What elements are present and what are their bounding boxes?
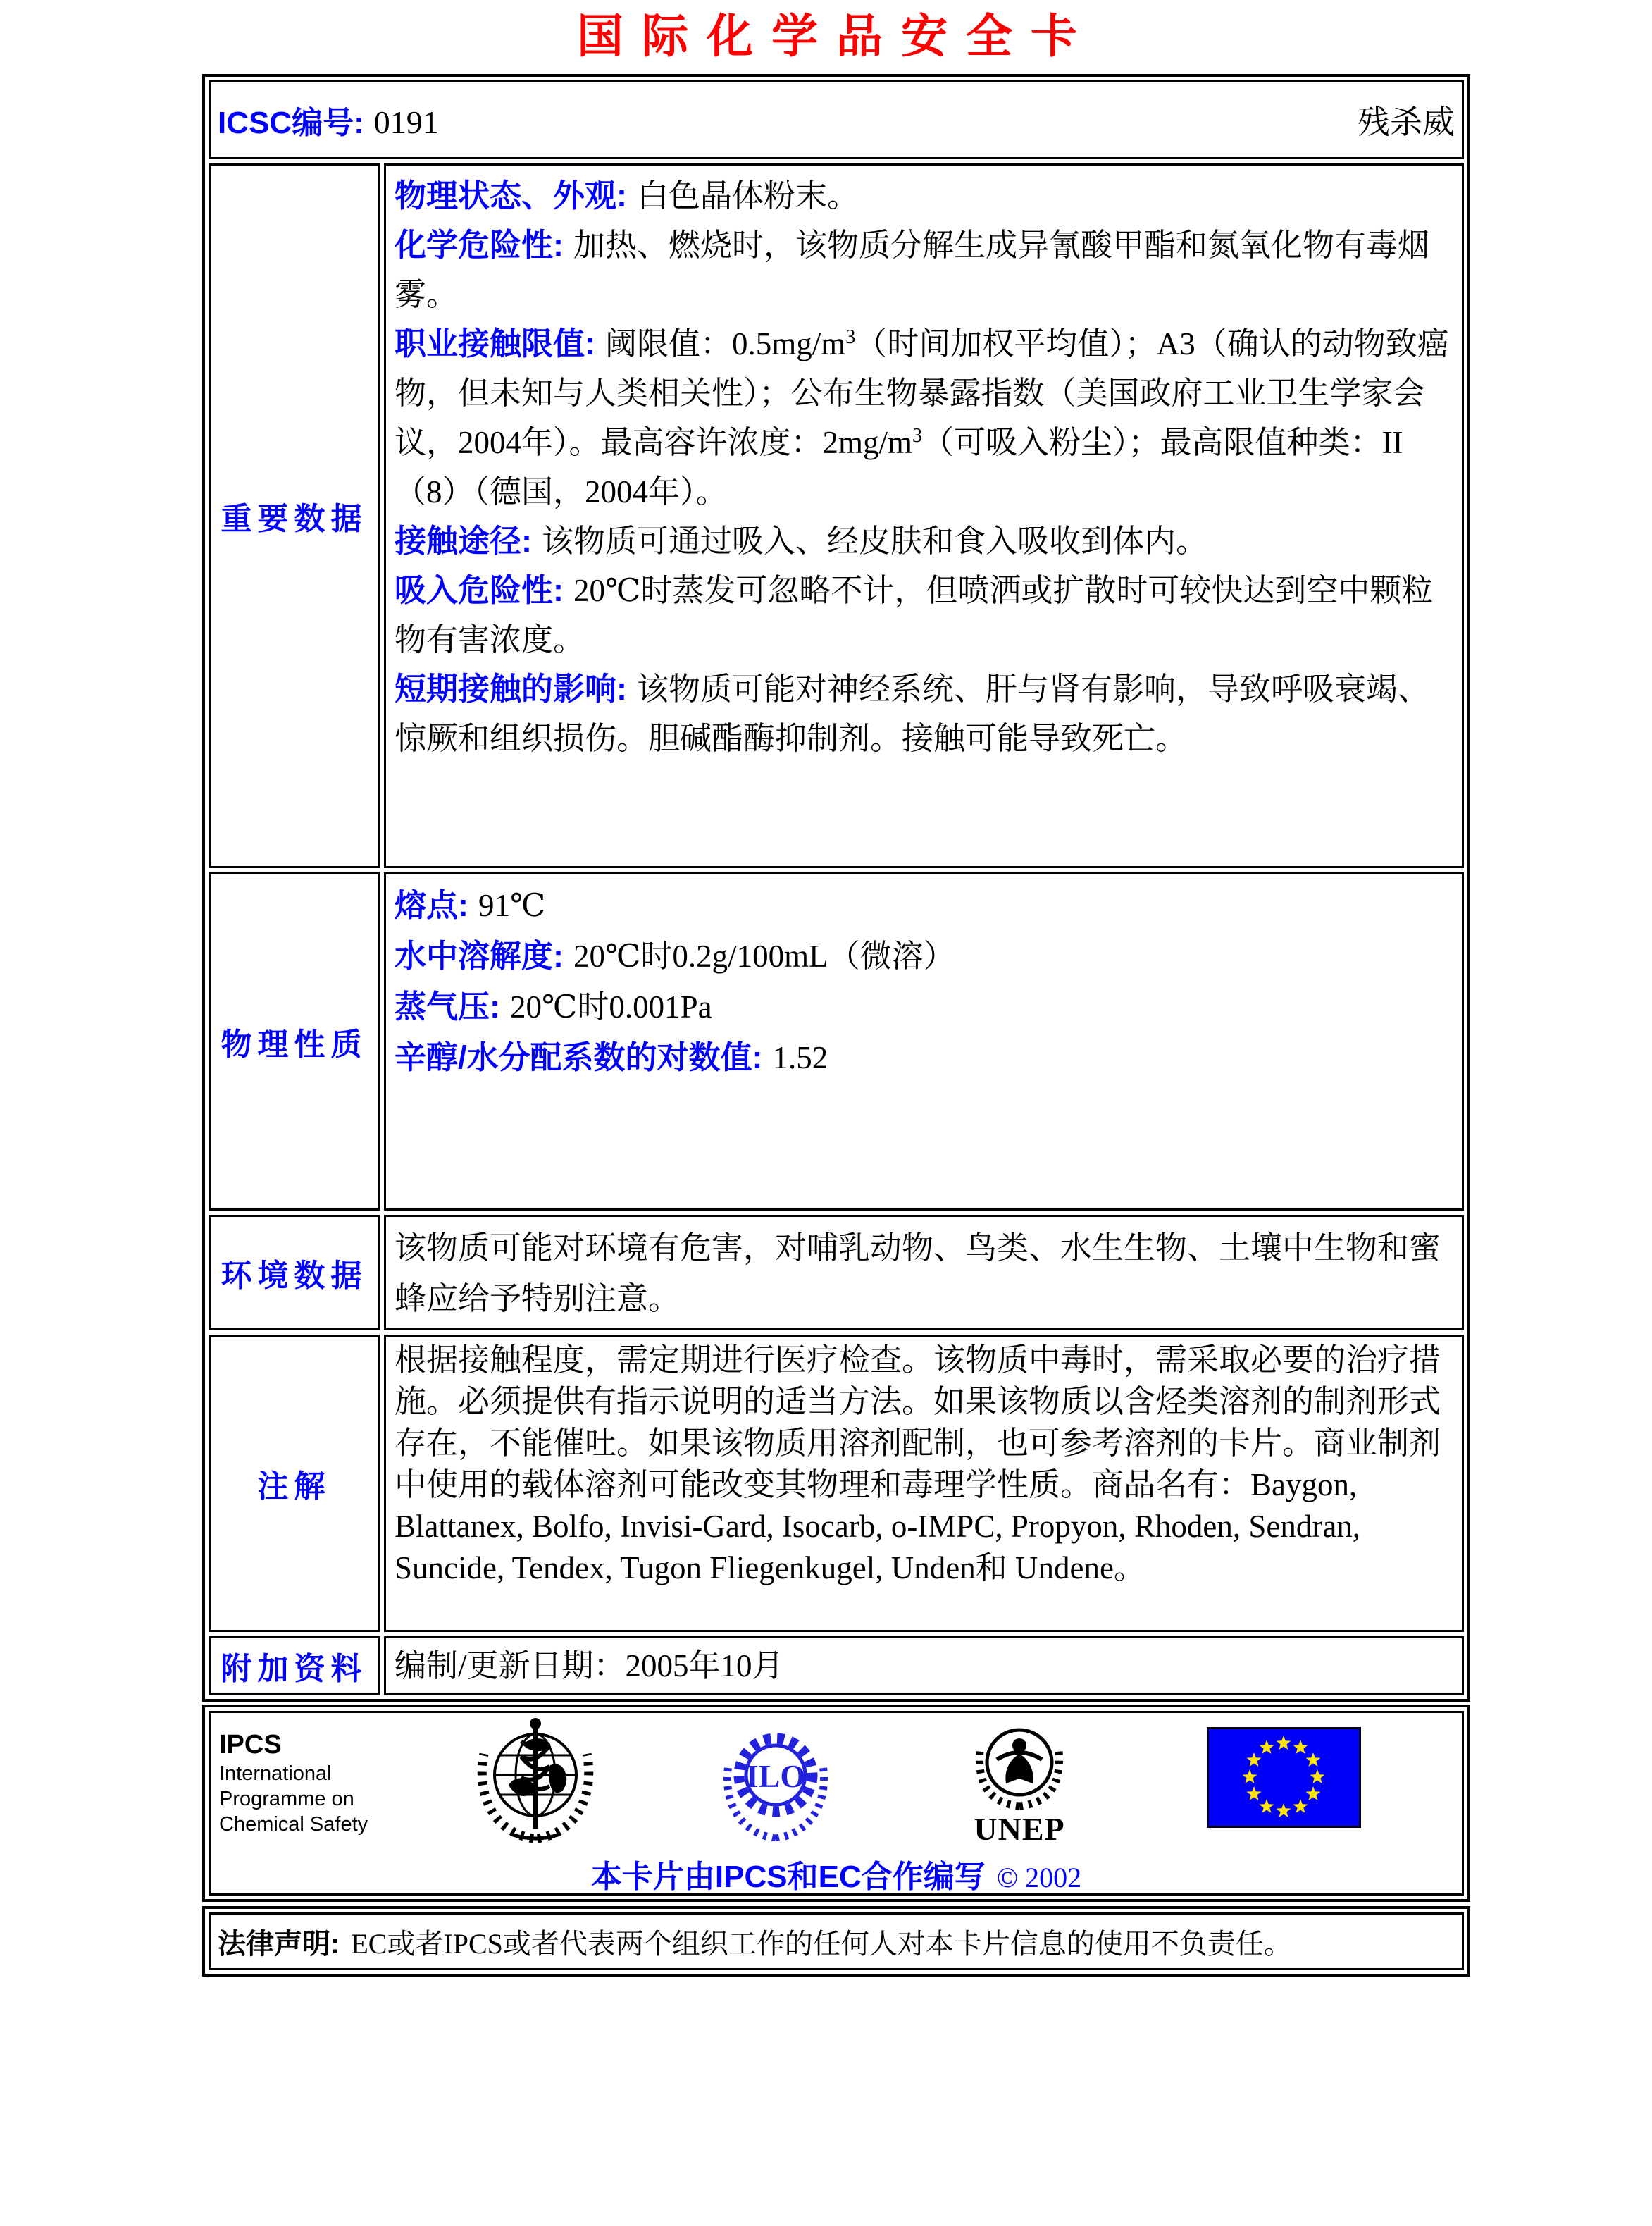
section-label-text: 重要数据	[221, 502, 368, 536]
field-text: 该物质可通过吸入、经皮肤和食入吸收到体内。	[542, 524, 1208, 559]
paragraph	[395, 171, 1453, 221]
paragraph	[395, 931, 1453, 982]
copyright-text: 本卡片由IPCS和EC合作编写	[590, 1860, 986, 1894]
paragraph	[395, 880, 1453, 931]
legal-notice-cell	[209, 1912, 1464, 1970]
field-text: 该物质可能对神经系统、肝与肾有影响，导致呼吸衰竭、惊厥和组织损伤。胆碱酯酶抑制剂。接触可能导致死亡。	[395, 672, 1430, 756]
section-label-environmental-data	[209, 1215, 380, 1330]
icsc-number-value: 0191	[373, 104, 439, 140]
legal-notice-table	[202, 1906, 1470, 1977]
paragraph	[395, 1643, 784, 1688]
ipcs-subtitle-line: International	[219, 1762, 332, 1785]
field-text: 20℃时0.001Pa	[510, 989, 712, 1025]
chemical-name: 残杀威	[1358, 104, 1455, 140]
section-content-environmental-data	[384, 1215, 1464, 1330]
field-text: 加热、燃烧时，该物质分解生成异氰酸甲酯和氮氧化物有毒烟雾。	[395, 228, 1430, 312]
section-content-notes	[384, 1335, 1464, 1632]
section-label-important-data	[209, 163, 380, 868]
section-label-text: 物理性质	[221, 1027, 368, 1062]
legal-notice-label: 法律声明:	[218, 1928, 340, 1960]
field-text: 1.52	[772, 1040, 828, 1075]
field-text: 20℃时0.2g/100mL（微溶）	[573, 939, 955, 974]
paragraph	[395, 1340, 1453, 1589]
ipcs-title: IPCS	[219, 1730, 282, 1760]
paragraph	[395, 221, 1453, 319]
paragraph	[395, 982, 1453, 1032]
paragraph	[395, 1032, 1453, 1083]
field-label: 接触途径:	[395, 523, 532, 559]
field-label: 吸入危险性:	[395, 572, 564, 608]
copyright-year: © 2002	[996, 1862, 1082, 1893]
page-title: 国际化学品安全卡	[577, 11, 1095, 63]
ilo-logo-text: ILO	[745, 1758, 806, 1794]
field-label: 职业接触限值:	[395, 326, 595, 361]
paragraph	[395, 517, 1453, 566]
paragraph	[395, 664, 1453, 763]
eu-flag	[1207, 1727, 1361, 1828]
icsc-number-group	[218, 97, 439, 142]
organizations-footer	[202, 1705, 1470, 1902]
section-label-text: 附加资料	[221, 1652, 368, 1686]
ipcs-subtitle-line: Programme on	[219, 1788, 354, 1810]
field-label: 辛醇/水分配系数的对数值:	[395, 1039, 763, 1075]
section-content-physical-properties	[384, 872, 1464, 1211]
field-label: 物理状态、外观:	[395, 178, 627, 214]
who-logo	[470, 1713, 601, 1844]
field-label: 蒸气压:	[395, 989, 500, 1025]
ilo-logo	[712, 1721, 840, 1841]
field-label: 水中溶解度:	[395, 938, 564, 974]
ipcs-subtitle-line: Chemical Safety	[219, 1813, 368, 1836]
field-text: 91℃	[478, 888, 546, 923]
section-content-additional-information	[384, 1636, 1464, 1695]
legal-notice-text: EC或者IPCS或者代表两个组织工作的任何人对本卡片信息的使用不负责任。	[351, 1927, 1292, 1960]
copyright-line	[211, 1851, 1462, 1896]
field-text: 白色晶体粉末。	[637, 178, 859, 214]
field-text: 编制/更新日期：2005年10月	[395, 1648, 784, 1683]
paragraph	[395, 319, 1453, 517]
section-content-important-data	[384, 163, 1464, 868]
paragraph	[395, 566, 1453, 664]
section-label-notes	[209, 1335, 380, 1632]
field-label: 化学危险性:	[395, 227, 564, 263]
icsc-card-table	[202, 74, 1470, 1702]
field-text: 该物质可能对环境有危害，对哺乳动物、鸟类、水生生物、土壤中生物和蜜蜂应给予特别注意。	[395, 1230, 1441, 1316]
field-text: 20℃时蒸发可忽略不计，但喷洒或扩散时可较快达到空中颗粒物有害浓度。	[395, 573, 1434, 657]
field-label: 短期接触的影响:	[395, 671, 627, 707]
field-text: 根据接触程度，需定期进行医疗检查。该物质中毒时，需采取必要的治疗措施。必须提供有指示说明的适当方法。如果该物质以含烃类溶剂的制剂形式存在，不能催吐。如果该物质用溶剂配制，也可参考溶剂的卡片。商业制剂中使用的载体溶剂可能改变其物理和毒理学性质。商品名有：Baygon, Blattanex, Bolfo, Invisi-Gard, Isocarb, o-IMPC, Propyon, Rhoden, Sendran, Suncide, Tendex, Tugon Fliegenkugel, Unden和 Undene。	[395, 1342, 1441, 1585]
field-label: 熔点:	[395, 887, 468, 923]
ipcs-block	[219, 1729, 368, 1837]
section-label-text: 环境数据	[221, 1259, 368, 1293]
icsc-number-label: ICSC编号:	[218, 106, 364, 140]
organizations-footer-cell	[209, 1711, 1464, 1896]
section-label-text: 注解	[257, 1469, 331, 1504]
section-label-additional-information	[209, 1636, 380, 1695]
paragraph	[395, 1223, 1453, 1324]
field-text: 阈限值：$0.5mg/m^3$（时间加权平均值）；A3（确认的动物致癌物，但未知与人类相关性）；公布生物暴露指数（美国政府工业卫生学家会议，2004年）。最高容许浓度：$2mg/m^3$（可吸入粉尘）；最高限值种类：II（8）（德国，2004年）。	[395, 326, 1449, 509]
unep-logo-text: UNEP	[974, 1811, 1065, 1844]
section-label-physical-properties	[209, 872, 380, 1211]
unep-logo	[956, 1713, 1083, 1844]
card-header-row	[209, 80, 1464, 159]
